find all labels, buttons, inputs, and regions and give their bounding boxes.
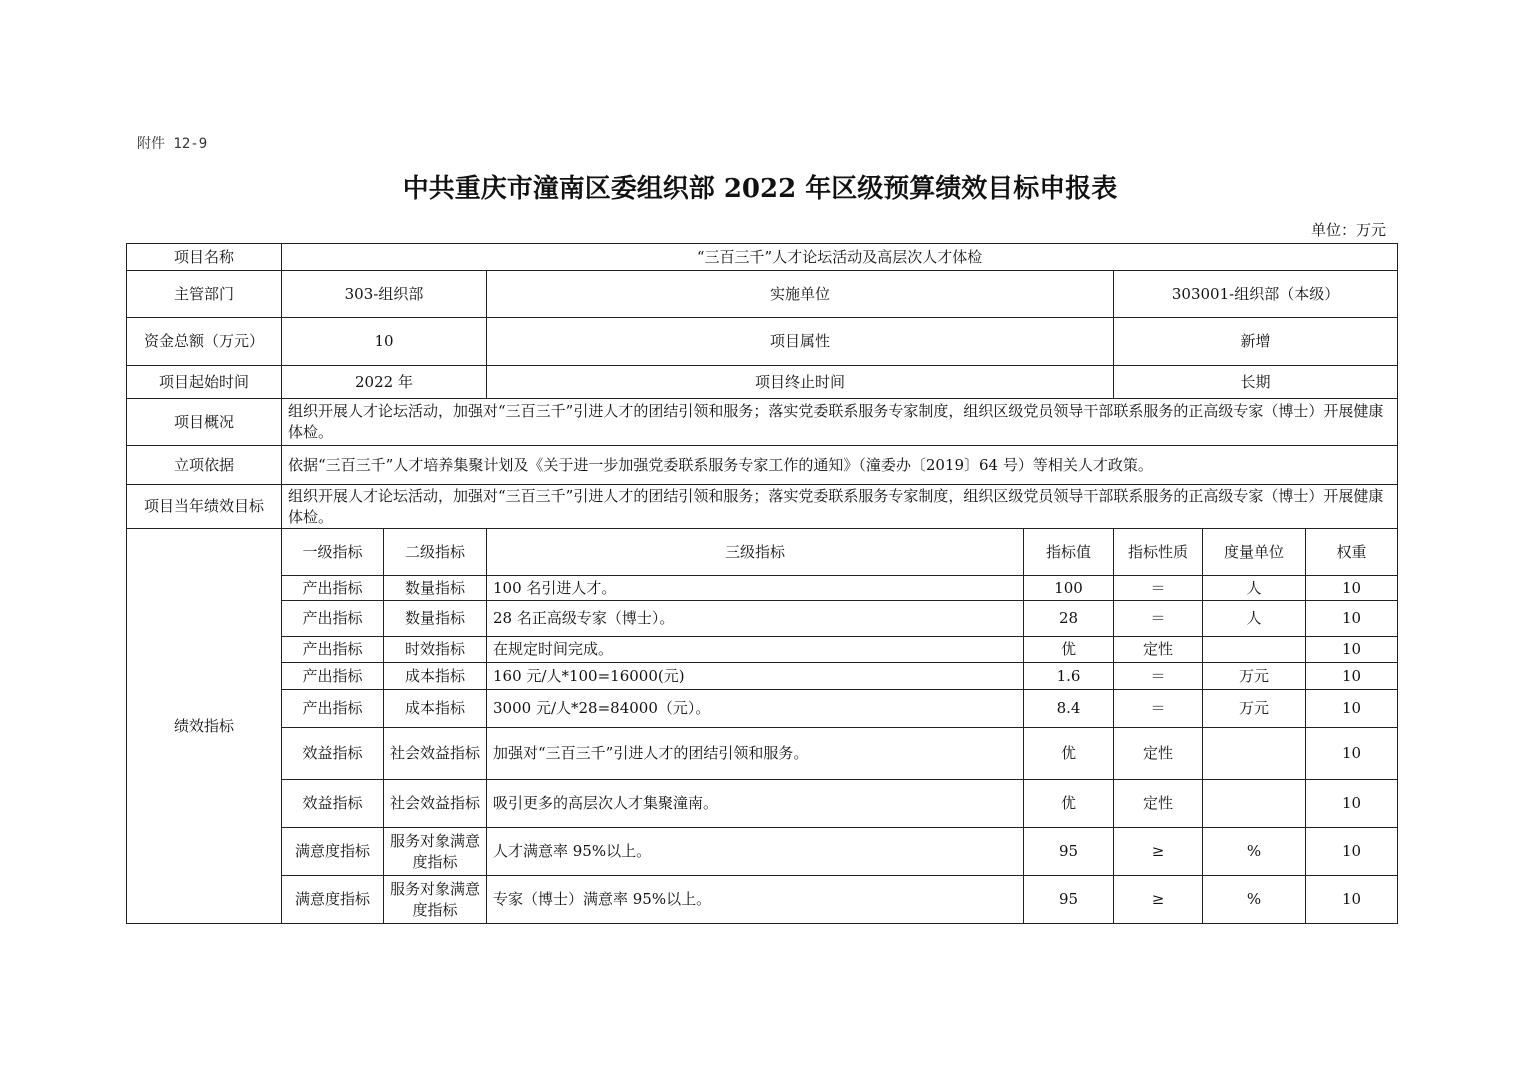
perf-weight: 10 <box>1306 576 1398 601</box>
perf-nature: ＝ <box>1114 690 1203 728</box>
page-title: 中共重庆市潼南区委组织部 2022 年区级预算绩效目标申报表 <box>402 174 1118 204</box>
row-project-name <box>127 244 1398 271</box>
impl-unit-value: 303001-组织部（本级） <box>1114 271 1398 318</box>
perf-weight: 10 <box>1306 780 1398 828</box>
basis-value: 依据“三百三千”人才培养集聚计划及《关于进一步加强党委联系服务专家工作的通知》（潼委办〔2019〕64 号）等相关人才政策。 <box>282 446 1398 485</box>
goal-label: 项目当年绩效目标 <box>127 485 282 529</box>
perf-level1: 产出指标 <box>282 601 384 637</box>
overview-label: 项目概况 <box>127 399 282 446</box>
perf-row <box>127 576 1398 601</box>
goal-value: 组织开展人才论坛活动，加强对“三百三千”引进人才的团结引领和服务；落实党委联系服务专家制度，组织区级党员领导干部联系服务的正高级专家（博士）开展健康体检。 <box>282 485 1398 529</box>
attr-value: 新增 <box>1114 318 1398 366</box>
perf-unit <box>1203 780 1306 828</box>
perf-level3: 3000 元/人*28=84000（元）。 <box>487 690 1024 728</box>
start-value: 2022 年 <box>282 366 487 399</box>
funds-label: 资金总额（万元） <box>127 318 282 366</box>
end-label: 项目终止时间 <box>487 366 1114 399</box>
perf-unit: % <box>1203 876 1306 924</box>
perf-level1: 产出指标 <box>282 690 384 728</box>
perf-row <box>127 663 1398 690</box>
perf-level1: 效益指标 <box>282 728 384 780</box>
perf-section-label: 绩效指标 <box>127 529 282 924</box>
header-level3: 三级指标 <box>487 529 1024 576</box>
budget-performance-table <box>126 243 1398 924</box>
perf-row <box>127 728 1398 780</box>
perf-level1: 满意度指标 <box>282 876 384 924</box>
perf-nature: 定性 <box>1114 780 1203 828</box>
row-dept <box>127 271 1398 318</box>
perf-weight: 10 <box>1306 828 1398 876</box>
perf-unit: % <box>1203 828 1306 876</box>
perf-value: 优 <box>1024 728 1114 780</box>
start-label: 项目起始时间 <box>127 366 282 399</box>
perf-nature: ＝ <box>1114 576 1203 601</box>
perf-level1: 效益指标 <box>282 780 384 828</box>
perf-level2: 服务对象满意度指标 <box>384 876 487 924</box>
perf-nature: ＝ <box>1114 663 1203 690</box>
funds-value: 10 <box>282 318 487 366</box>
perf-level2: 社会效益指标 <box>384 728 487 780</box>
row-overview <box>127 399 1398 446</box>
header-unit: 度量单位 <box>1203 529 1306 576</box>
perf-level2: 数量指标 <box>384 576 487 601</box>
perf-level2: 服务对象满意度指标 <box>384 828 487 876</box>
perf-level3: 在规定时间完成。 <box>487 637 1024 663</box>
perf-nature: ＝ <box>1114 601 1203 637</box>
dept-value: 303-组织部 <box>282 271 487 318</box>
perf-level2: 成本指标 <box>384 690 487 728</box>
perf-unit: 万元 <box>1203 663 1306 690</box>
unit-label: 单位：万元 <box>1310 221 1386 239</box>
perf-weight: 10 <box>1306 728 1398 780</box>
attr-label: 项目属性 <box>487 318 1114 366</box>
perf-value: 优 <box>1024 780 1114 828</box>
perf-level2: 社会效益指标 <box>384 780 487 828</box>
project-name-value: “三百三千”人才论坛活动及高层次人才体检 <box>282 244 1398 271</box>
project-name-label: 项目名称 <box>127 244 282 271</box>
attachment-label: 附件 12-9 <box>137 136 208 152</box>
row-funds <box>127 318 1398 366</box>
perf-level3: 专家（博士）满意率 95%以上。 <box>487 876 1024 924</box>
perf-value: 1.6 <box>1024 663 1114 690</box>
perf-level3: 吸引更多的高层次人才集聚潼南。 <box>487 780 1024 828</box>
perf-row <box>127 780 1398 828</box>
perf-weight: 10 <box>1306 637 1398 663</box>
perf-level2: 数量指标 <box>384 601 487 637</box>
perf-level3: 160 元/人*100=16000(元) <box>487 663 1024 690</box>
header-weight: 权重 <box>1306 529 1398 576</box>
perf-unit: 人 <box>1203 576 1306 601</box>
dept-label: 主管部门 <box>127 271 282 318</box>
perf-level1: 产出指标 <box>282 576 384 601</box>
perf-level3: 100 名引进人才。 <box>487 576 1024 601</box>
overview-value: 组织开展人才论坛活动，加强对“三百三千”引进人才的团结引领和服务；落实党委联系服务专家制度，组织区级党员领导干部联系服务的正高级专家（博士）开展健康体检。 <box>282 399 1398 446</box>
header-level2: 二级指标 <box>384 529 487 576</box>
end-value: 长期 <box>1114 366 1398 399</box>
perf-level2: 成本指标 <box>384 663 487 690</box>
perf-value: 优 <box>1024 637 1114 663</box>
perf-weight: 10 <box>1306 601 1398 637</box>
row-basis <box>127 446 1398 485</box>
perf-row <box>127 876 1398 924</box>
perf-level1: 满意度指标 <box>282 828 384 876</box>
perf-value: 28 <box>1024 601 1114 637</box>
basis-label: 立项依据 <box>127 446 282 485</box>
perf-row <box>127 637 1398 663</box>
perf-unit <box>1203 637 1306 663</box>
header-value: 指标值 <box>1024 529 1114 576</box>
perf-level3: 28 名正高级专家（博士）。 <box>487 601 1024 637</box>
perf-value: 8.4 <box>1024 690 1114 728</box>
perf-level1: 产出指标 <box>282 637 384 663</box>
perf-row <box>127 601 1398 637</box>
perf-level2: 时效指标 <box>384 637 487 663</box>
perf-level3: 加强对“三百三千”引进人才的团结引领和服务。 <box>487 728 1024 780</box>
perf-unit: 万元 <box>1203 690 1306 728</box>
perf-weight: 10 <box>1306 876 1398 924</box>
perf-nature: ≥ <box>1114 876 1203 924</box>
row-goal <box>127 485 1398 529</box>
perf-unit: 人 <box>1203 601 1306 637</box>
perf-row <box>127 690 1398 728</box>
perf-nature: 定性 <box>1114 728 1203 780</box>
perf-level3: 人才满意率 95%以上。 <box>487 828 1024 876</box>
perf-row <box>127 828 1398 876</box>
row-time <box>127 366 1398 399</box>
perf-value: 95 <box>1024 876 1114 924</box>
perf-nature: ≥ <box>1114 828 1203 876</box>
perf-weight: 10 <box>1306 663 1398 690</box>
perf-header-row <box>127 529 1398 576</box>
perf-unit <box>1203 728 1306 780</box>
perf-weight: 10 <box>1306 690 1398 728</box>
perf-value: 95 <box>1024 828 1114 876</box>
header-nature: 指标性质 <box>1114 529 1203 576</box>
header-level1: 一级指标 <box>282 529 384 576</box>
perf-level1: 产出指标 <box>282 663 384 690</box>
impl-unit-label: 实施单位 <box>487 271 1114 318</box>
perf-value: 100 <box>1024 576 1114 601</box>
perf-nature: 定性 <box>1114 637 1203 663</box>
